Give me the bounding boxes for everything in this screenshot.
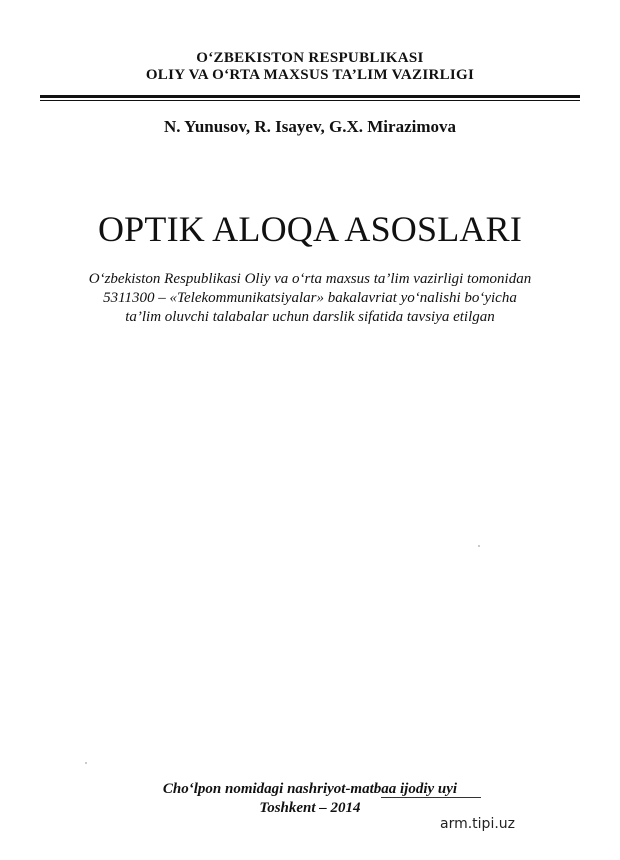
approval-text-line-1: O‘zbekiston Respublikasi Oliy va o‘rta maxsus ta’lim vazirligi tomonidan [88,271,532,287]
publisher-line: Cho‘lpon nomidagi nashriyot-matbaa ijodiy uyi [162,781,458,797]
publisher-underline [381,797,481,798]
header-divider-thick [40,95,580,98]
authors-line: N. Yunusov, R. Isayev, G.X. Mirazimova [163,117,456,136]
header-divider-thin [40,100,580,101]
approval-text-line-3: ta’lim oluvchi talabalar uchun darslik sifatida tavsiya etilgan [125,309,495,325]
city-year-line: Toshkent – 2014 [259,800,361,816]
scan-speck [85,762,87,764]
ministry-country-heading: O‘ZBEKISTON RESPUBLIKASI [196,50,424,66]
site-watermark: arm.tipi.uz [440,816,516,832]
scan-speck [478,545,480,547]
ministry-name-heading: OLIY VA O‘RTA MAXSUS TA’LIM VAZIRLIGI [145,67,475,83]
book-title: OPTIK ALOQA ASOSLARI [97,209,523,249]
approval-text-line-2: 5311300 – «Telekommunikatsiyalar» bakalavriat yo‘nalishi bo‘yicha [103,290,517,306]
